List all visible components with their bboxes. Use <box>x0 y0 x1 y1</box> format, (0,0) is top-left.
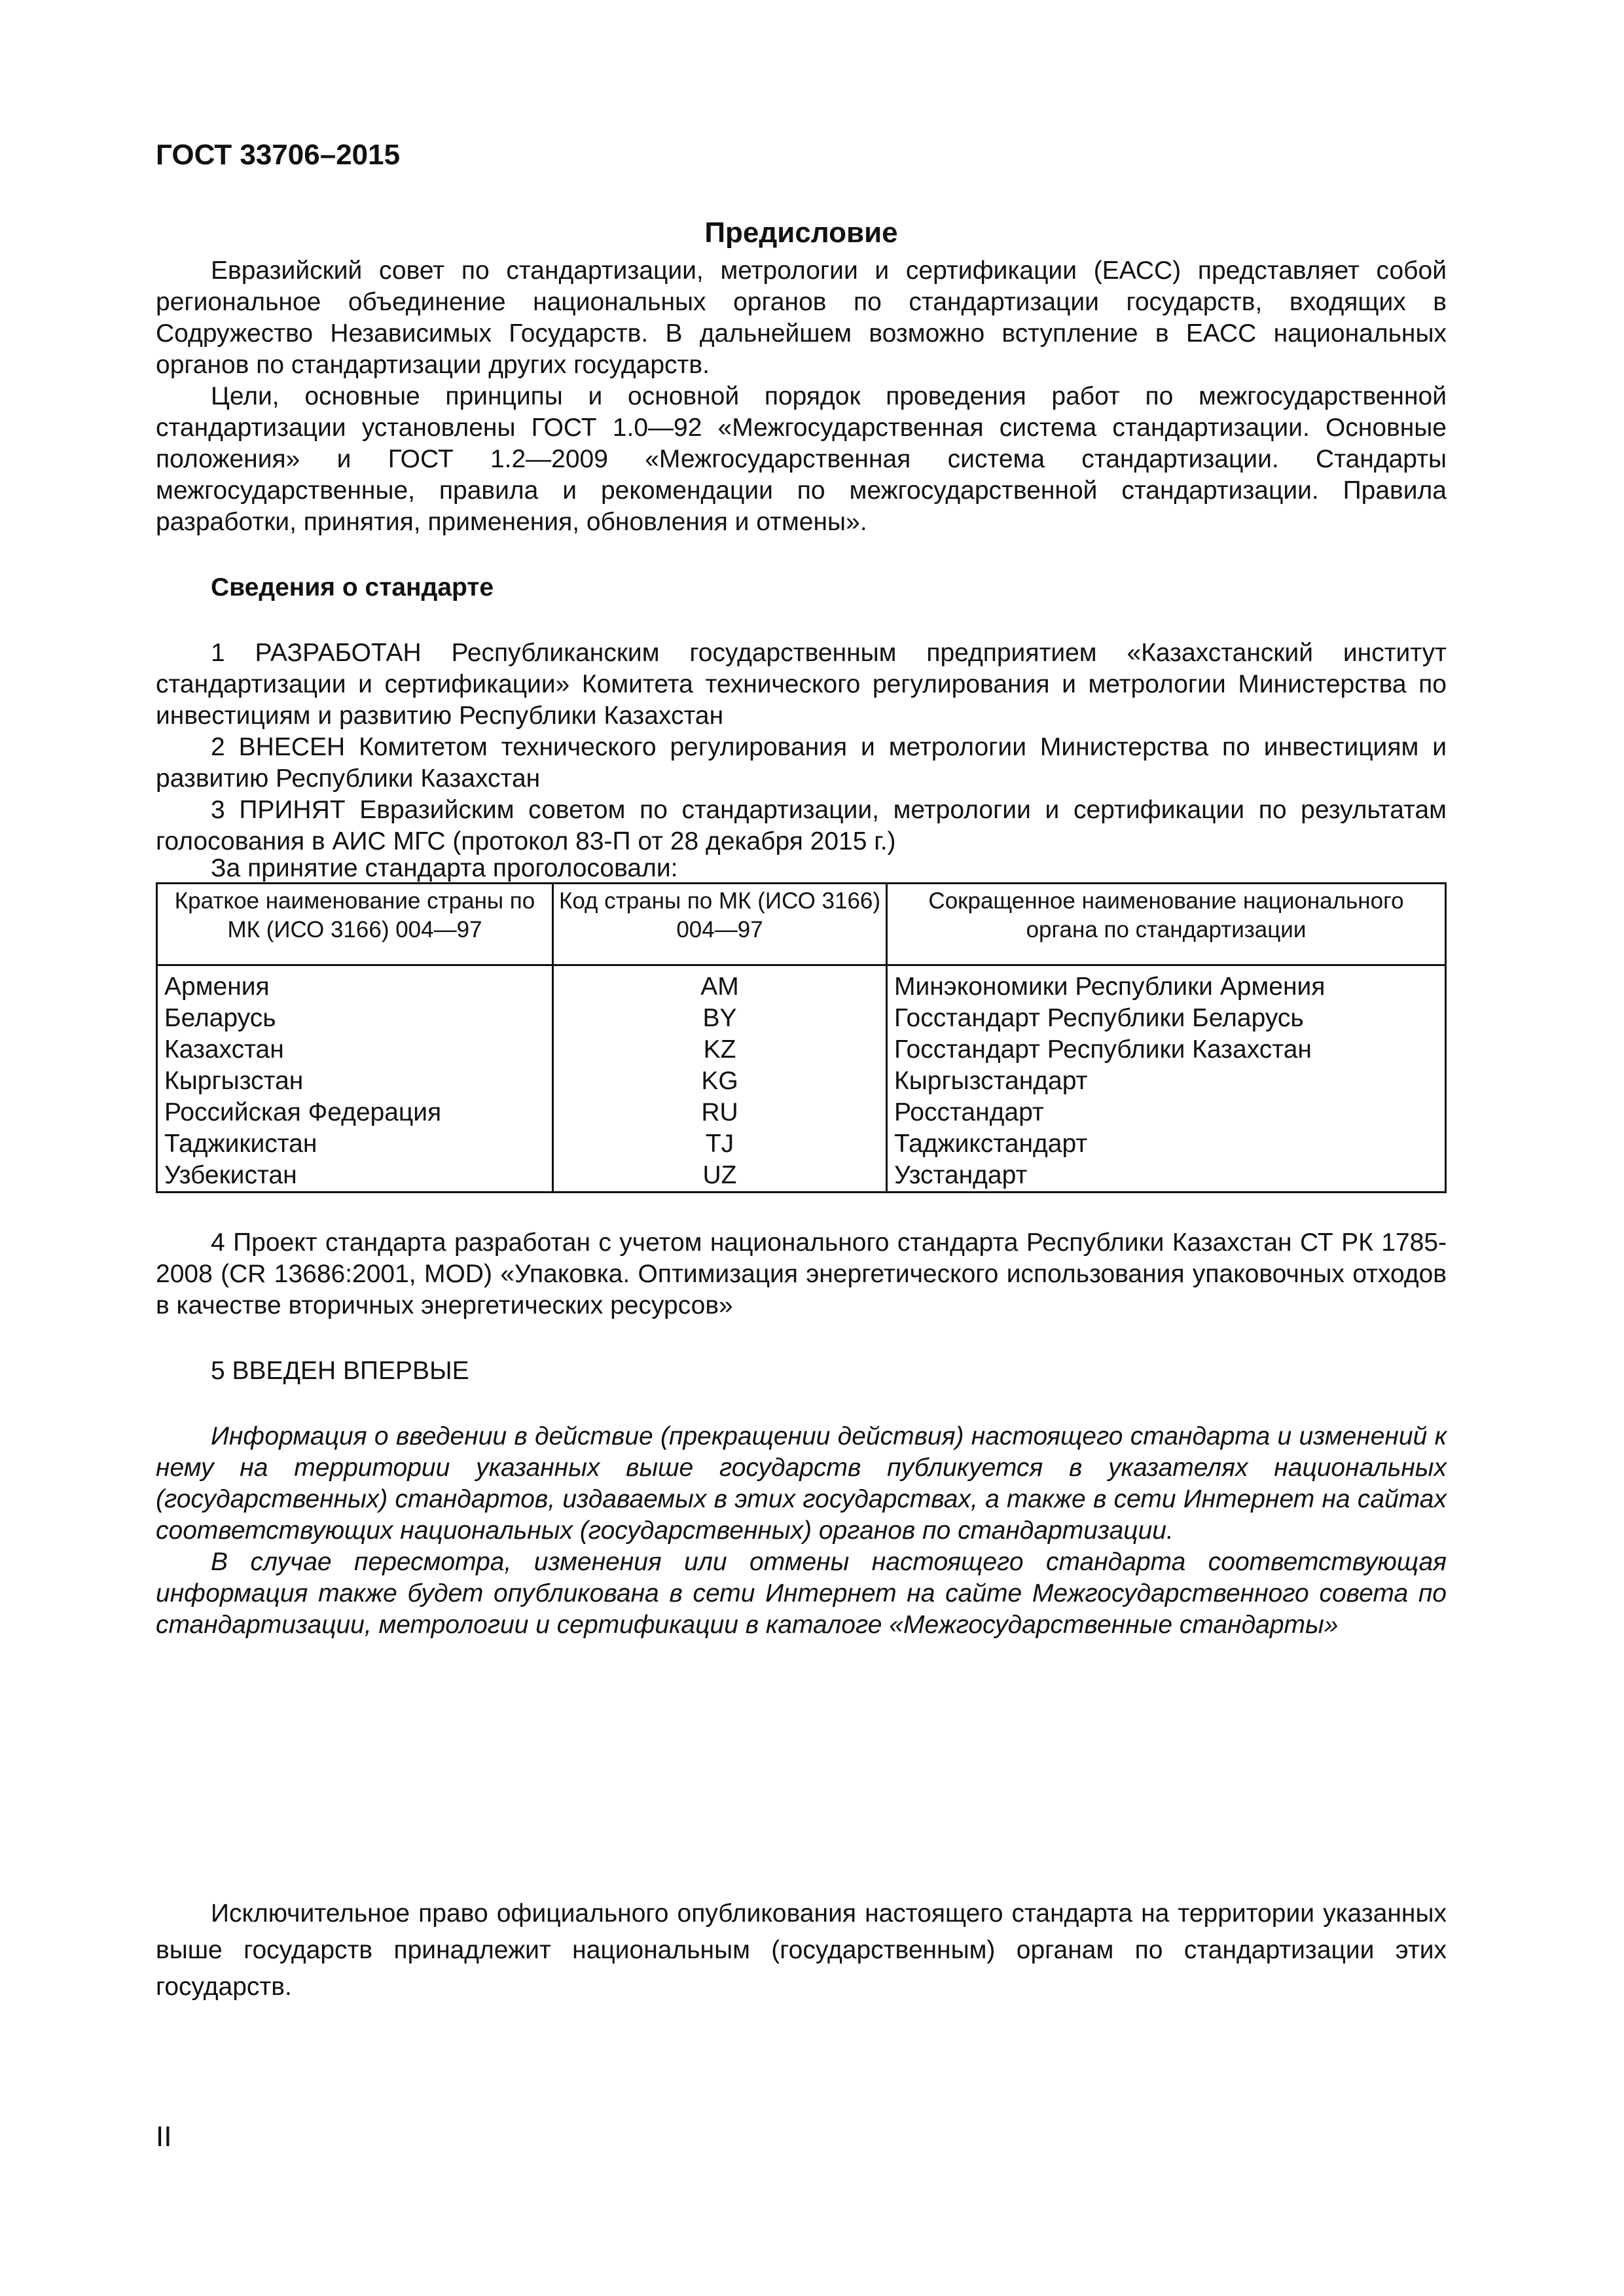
rights-text: Исключительное право официального опубликования настоящего стандарта на территории указанных выше государств принадлежит национальным (государственным) органам по стандартизации этих государств. <box>156 1899 1447 2001</box>
info-item-developed: 1 РАЗРАБОТАН Республиканским государственным предприятием «Казахстанский институт стандартизации и сертификации» Комитета технического регулирования и метрологии Министерства по инвестициям и развитию Республики Казахстан <box>156 639 1447 730</box>
standards-body: Кыргызстандарт <box>887 1066 1446 1097</box>
publication-info-paragraph-2: В случае пересмотра, изменения или отмены настоящего стандарта соответствующая информация также будет опубликована в сети Интернет на сайте Межгосударственного совета по стандартизации, метрологии и сертификации в каталоге «Межгосударственные стандарты» <box>156 1548 1447 1639</box>
foreword-paragraph-1: Евразийский совет по стандартизации, метрологии и сертификации (ЕАСС) представляет собой региональное объединение национальных органов по стандартизации государств, входящих в Содружество Независимых Государств. В дальнейшем возможно вступление в ЕАСС национальных органов по стандартизации других государств. <box>156 257 1447 379</box>
info-item-introduced: 2 ВНЕСЕН Комитетом технического регулирования и метрологии Министерства по инвестициям и развитию Республики Казахстан <box>156 733 1447 793</box>
country-code: KG <box>553 1066 887 1097</box>
table-row <box>157 1128 1446 1160</box>
standards-body: Госстандарт Республики Беларусь <box>887 1003 1446 1034</box>
foreword-paragraph-2: Цели, основные принципы и основной порядок проведения работ по межгосударственной стандартизации установлены ГОСТ 1.0—92 «Межгосударственная система стандартизации. Основные положения» и ГОСТ 1.2—2009 «Межгосударственная система стандартизации. Стандарты межгосударственные, правила и рекомендации по межгосударственной стандартизации. Правила разработки, принятия, применения, обновления и отмены». <box>156 382 1447 536</box>
country-name: Кыргызстан <box>157 1066 553 1097</box>
country-name: Российская Федерация <box>157 1097 553 1128</box>
vote-intro: За принятие стандарта проголосовали: <box>211 854 678 882</box>
document-id: ГОСТ 33706–2015 <box>156 139 401 171</box>
publication-info-paragraph-1: Информация о введении в действие (прекращении действия) настоящего стандарта и изменений к нему на территории указанных выше государств публикуется в указателях национальных (государственных) стандартов, издаваемых в этих государствах, а также в сети Интернет на сайтах соответствующих национальных (государственных) органов по стандартизации. <box>156 1422 1447 1545</box>
table-row <box>157 965 1446 1003</box>
page-number: II <box>156 2121 172 2153</box>
info-item-first-introduced: 5 ВВЕДЕН ВПЕРВЫЕ <box>211 1357 469 1385</box>
standards-body: Минэкономики Республики Армения <box>887 965 1446 1003</box>
table-row <box>157 1066 1446 1097</box>
header-country-code: Код страны по МК (ИСО 3166) 004—97 <box>553 884 887 965</box>
country-code: TJ <box>553 1128 887 1160</box>
country-name: Таджикистан <box>157 1128 553 1160</box>
country-name: Армения <box>157 965 553 1003</box>
table-row <box>157 1034 1446 1066</box>
country-code: AM <box>553 965 887 1003</box>
foreword-section <box>156 213 1447 1641</box>
table-row <box>157 1160 1446 1193</box>
table-row <box>157 1097 1446 1128</box>
country-name: Узбекистан <box>157 1160 553 1193</box>
standards-body: Госстандарт Республики Казахстан <box>887 1034 1446 1066</box>
country-name: Беларусь <box>157 1003 553 1034</box>
table-row <box>157 1003 1446 1034</box>
standards-body: Узстандарт <box>887 1160 1446 1193</box>
voting-table-header-row <box>157 884 1446 965</box>
info-item-adopted: 3 ПРИНЯТ Евразийским советом по стандартизации, метрологии и сертификации по результатам голосования в АИС МГС (протокол 83-П от 28 декабря 2015 г.) <box>156 796 1447 855</box>
publication-info <box>156 1421 1447 1641</box>
rights-notice <box>156 1895 1447 2005</box>
country-code: UZ <box>553 1160 887 1193</box>
country-name: Казахстан <box>157 1034 553 1066</box>
header-standards-body: Сокращенное наименование национального органа по стандартизации <box>887 884 1446 965</box>
country-code: BY <box>553 1003 887 1034</box>
standards-body: Росстандарт <box>887 1097 1446 1128</box>
standards-body: Таджикстандарт <box>887 1128 1446 1160</box>
voting-table <box>156 882 1447 1193</box>
info-item-project-basis: 4 Проект стандарта разработан с учетом национального стандарта Республики Казахстан СТ РК 1785-2008 (CR 13686:2001, MOD) «Упаковка. Оптимизация энергетического использования упаковочных отходов в качестве вторичных энергетических ресурсов» <box>156 1229 1447 1319</box>
standard-info-title: Сведения о стандарте <box>211 573 494 601</box>
foreword-title: Предисловие <box>704 217 898 249</box>
country-code: RU <box>553 1097 887 1128</box>
country-code: KZ <box>553 1034 887 1066</box>
header-country-name: Краткое наименование страны по МК (ИСО 3166) 004—97 <box>157 884 553 965</box>
